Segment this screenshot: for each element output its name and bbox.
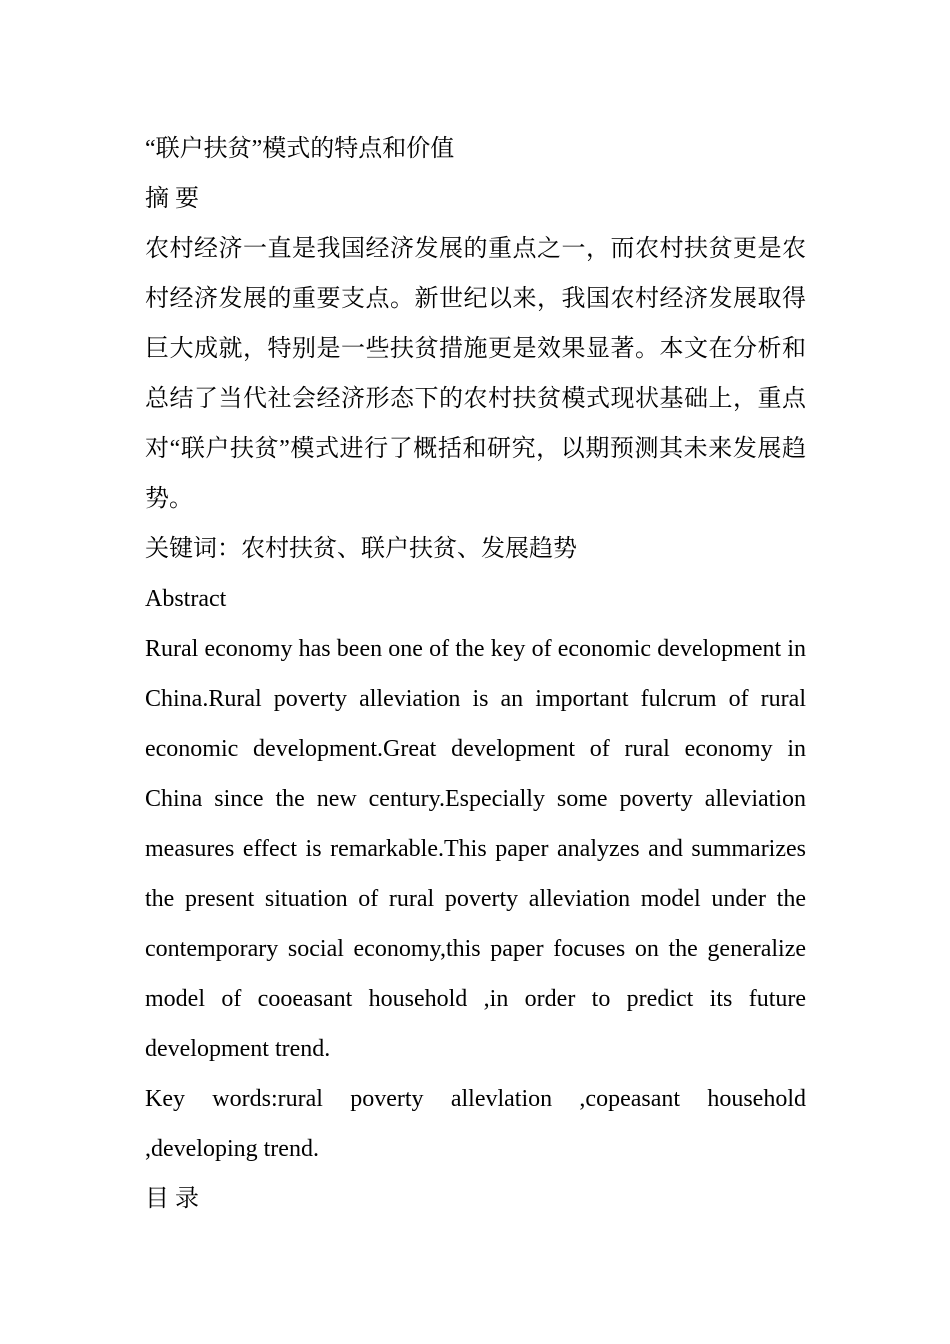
abstract-en-text: Rural economy has been one of the key of economic development in China.Rural poverty alleviation is an important fulcrum of rural economic development.Great development of rural economy in China since the new century.Especially some poverty alleviation measures effect is remarkable.This paper analyzes and summarizes the present situation of rural poverty alleviation model under the contemporary social economy,this paper focuses on the generalize model of cooeasant household ,in order to predict its future development trend. [145,636,806,1062]
keywords-en: Key words:rural poverty allevlation ,copeasant household ,developing trend. [145,1086,806,1162]
document-title: “联户扶贫”模式的特点和价值 [145,136,455,162]
keywords-cn: 关键词：农村扶贫、联户扶贫、发展趋势 [145,536,577,562]
abstract-en-heading: Abstract [145,586,227,612]
abstract-cn-text: 农村经济一直是我国经济发展的重点之一，而农村扶贫更是农村经济发展的重要支点。新世纪以来，我国农村经济发展取得巨大成就，特别是一些扶贫措施更是效果显著。本文在分析和总结了当代社会经济形态下的农村扶贫模式现状基础上，重点对“联户扶贫”模式进行了概括和研究，以期预测其未来发展趋势。 [145,236,806,512]
toc-heading: 目 录 [145,1186,199,1212]
document-page [145,124,806,1224]
abstract-cn-heading: 摘 要 [145,186,199,212]
